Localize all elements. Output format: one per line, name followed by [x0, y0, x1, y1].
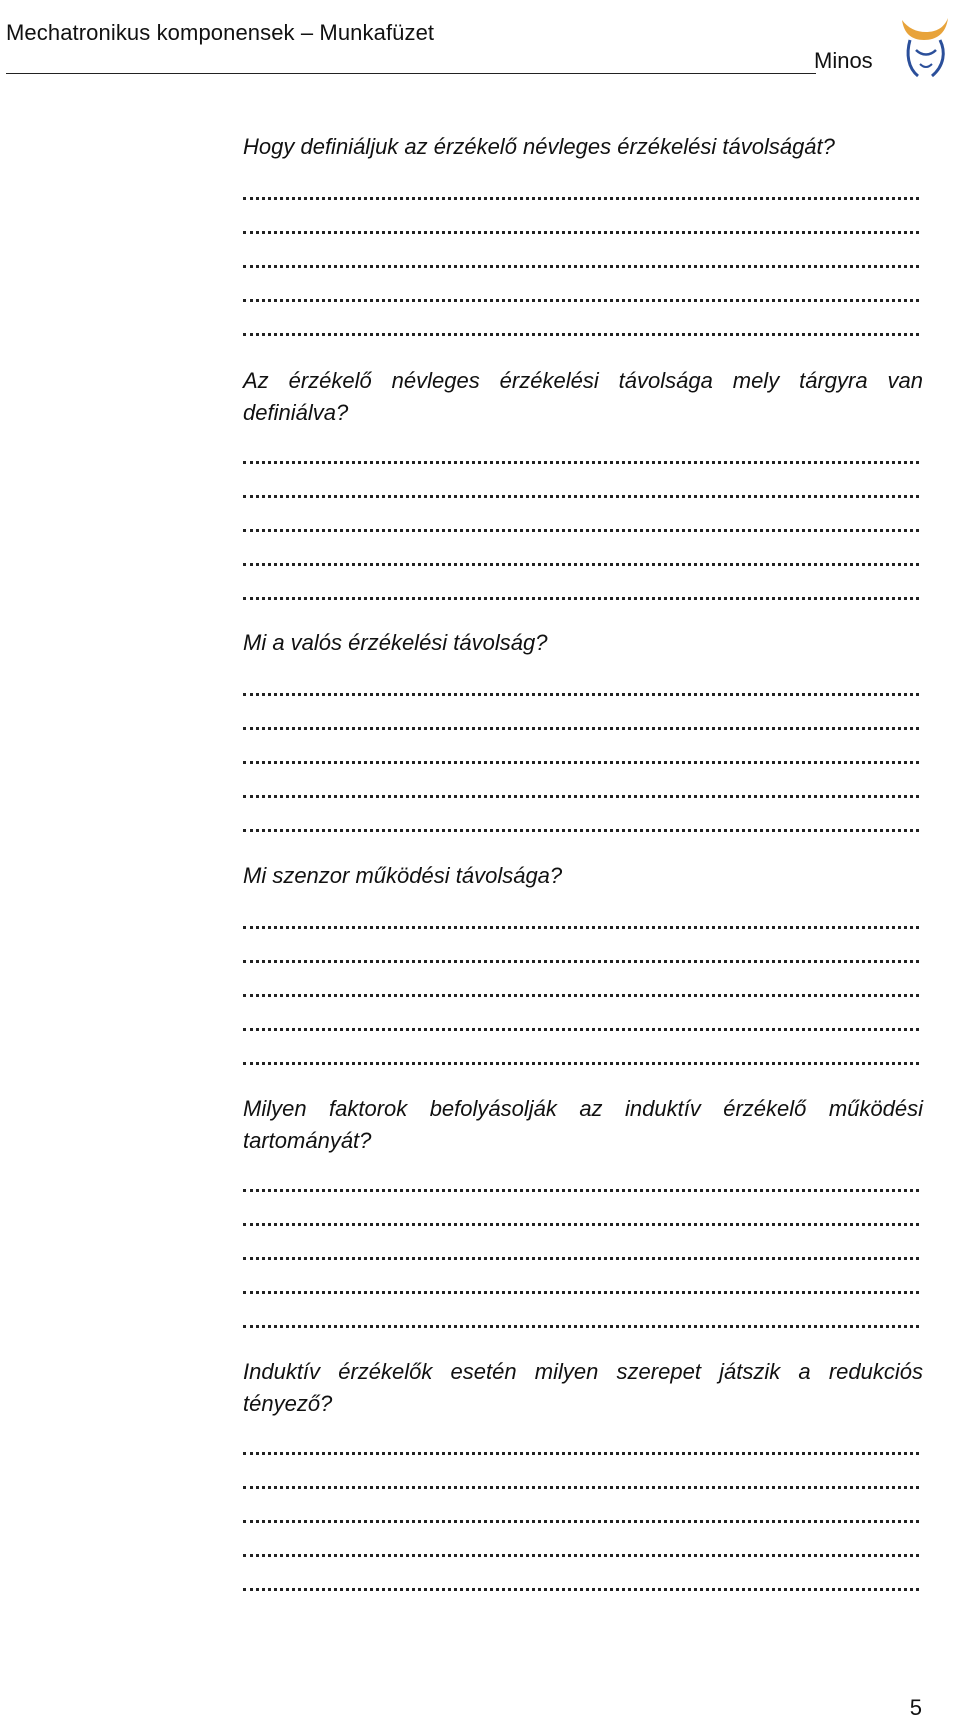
- answer-line: [243, 1320, 919, 1328]
- answer-area-3[interactable]: [243, 688, 919, 858]
- answer-line: [243, 722, 919, 730]
- answer-line: [243, 524, 919, 532]
- answer-line: [243, 1252, 919, 1260]
- answer-line: [243, 592, 919, 600]
- answer-line: [243, 1515, 919, 1523]
- answer-line: [243, 756, 919, 764]
- question-3: Mi a valós érzékelési távolság?: [243, 630, 548, 655]
- answer-line: [243, 1583, 919, 1591]
- answer-line: [243, 226, 919, 234]
- page-number: 5: [909, 1695, 922, 1720]
- answer-line: [243, 490, 919, 498]
- bull-horns-logo-icon: [896, 10, 956, 80]
- answer-line: [243, 1218, 919, 1226]
- answer-area-4[interactable]: [243, 921, 919, 1091]
- answer-line: [243, 192, 919, 200]
- answer-line: [243, 824, 919, 832]
- answer-line: [243, 456, 919, 464]
- answer-line: [243, 1549, 919, 1557]
- question-1: Hogy definiáljuk az érzékelő névleges érzékelési távolságát?: [243, 134, 835, 159]
- answer-area-5[interactable]: [243, 1184, 919, 1354]
- answer-line: [243, 558, 919, 566]
- answer-line: [243, 328, 919, 336]
- answer-line: [243, 294, 919, 302]
- answer-line: [243, 1023, 919, 1031]
- answer-area-1[interactable]: [243, 192, 919, 362]
- answer-line: [243, 1286, 919, 1294]
- answer-line: [243, 1447, 919, 1455]
- answer-line: [243, 921, 919, 929]
- answer-line: [243, 260, 919, 268]
- question-2: Az érzékelő névleges érzékelési távolsága mely tárgyra van definiálva?: [243, 368, 923, 425]
- header-title: Mechatronikus komponensek – Munkafüzet: [6, 20, 435, 45]
- answer-line: [243, 1057, 919, 1065]
- answer-line: [243, 688, 919, 696]
- answer-line: [243, 955, 919, 963]
- answer-line: [243, 1481, 919, 1489]
- answer-line: [243, 1184, 919, 1192]
- answer-area-6[interactable]: [243, 1447, 919, 1617]
- header-brand: Minos: [814, 48, 873, 73]
- answer-area-2[interactable]: [243, 456, 919, 626]
- answer-line: [243, 989, 919, 997]
- question-6: Induktív érzékelők esetén milyen szerepet játszik a redukciós tényező?: [243, 1359, 923, 1416]
- question-5: Milyen faktorok befolyásolják az induktív érzékelő működési tartományát?: [243, 1096, 923, 1153]
- question-4: Mi szenzor működési távolsága?: [243, 863, 563, 888]
- header-rule: [6, 73, 816, 74]
- answer-line: [243, 790, 919, 798]
